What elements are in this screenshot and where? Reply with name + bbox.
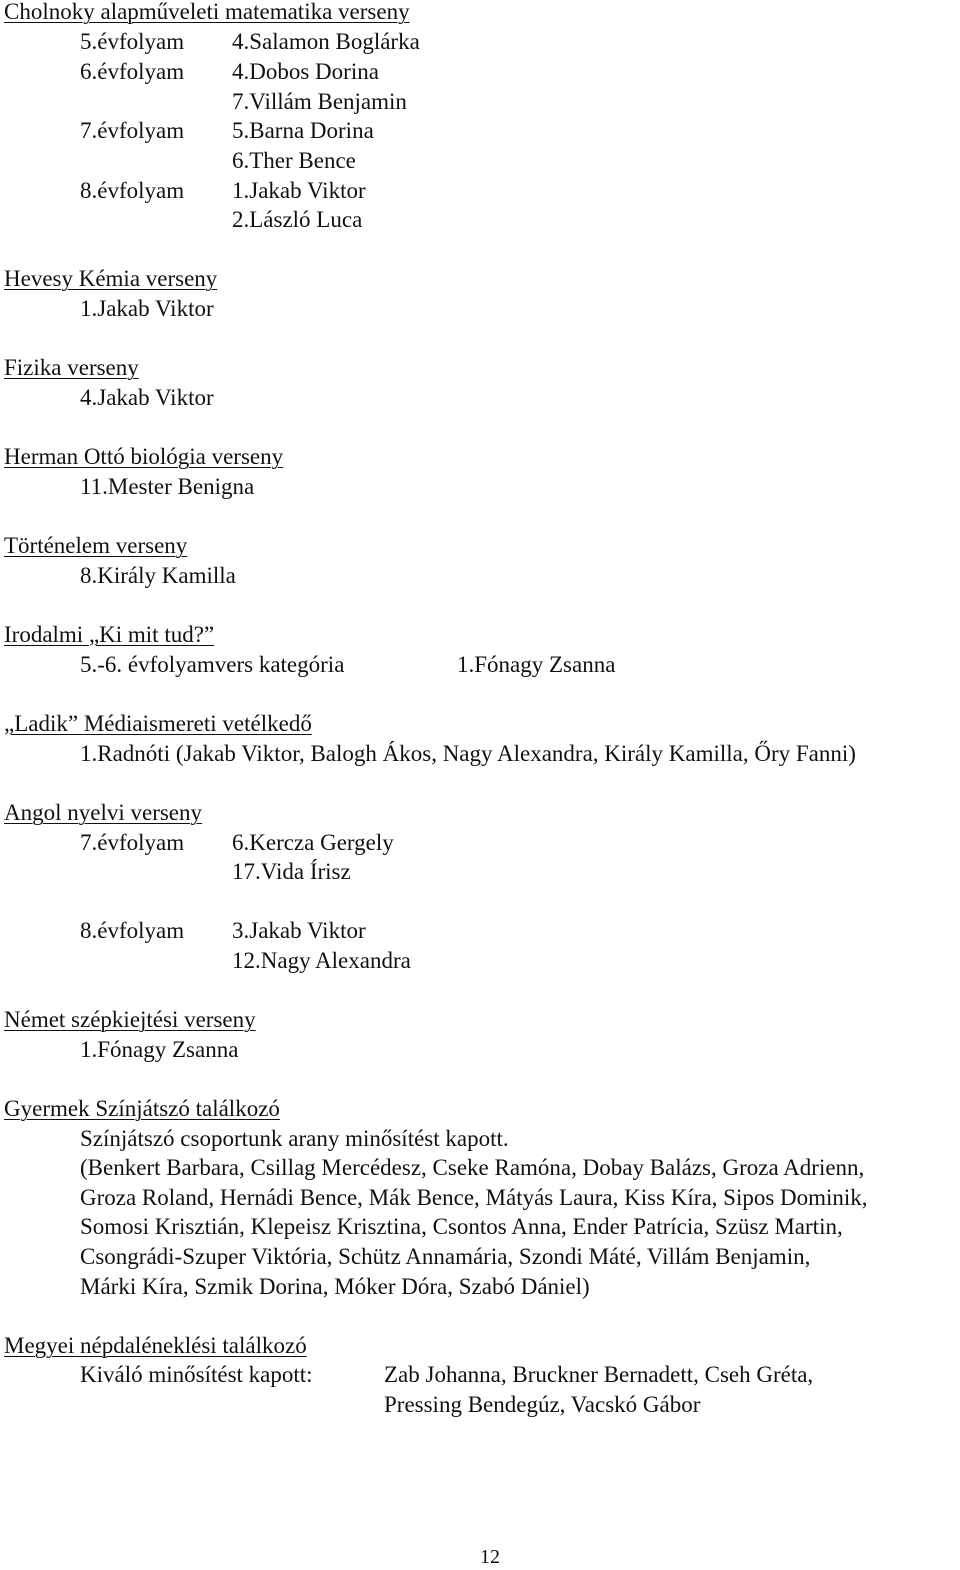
result-entry: 1.Jakab Viktor <box>232 178 366 203</box>
body-text: Pressing Bendegúz, Vacskó Gábor <box>384 1392 701 1417</box>
result-entry: 7.Villám Benjamin <box>232 89 407 114</box>
page-number: 12 <box>480 1546 500 1568</box>
grade-label: 5.évfolyam <box>80 29 185 54</box>
section-title-math: Cholnoky alapműveleti matematika verseny <box>4 0 410 24</box>
body-text: Színjátszó csoportunk arany minősítést kapott. <box>80 1126 509 1151</box>
section-title-literature: Irodalmi „Ki mit tud?” <box>4 622 215 647</box>
grade-label: 8.évfolyam <box>80 918 185 943</box>
result-entry: 2.László Luca <box>232 207 363 232</box>
section-title-physics: Fizika verseny <box>4 355 139 380</box>
result-entry: 6.Ther Bence <box>232 148 356 173</box>
result-entry: 12.Nagy Alexandra <box>232 948 411 973</box>
result-entry: 17.Vida Írisz <box>232 859 351 884</box>
section-title-chemistry: Hevesy Kémia verseny <box>4 266 218 291</box>
section-title-biology: Herman Ottó biológia verseny <box>4 444 284 469</box>
result-entry: 11.Mester Benigna <box>80 474 255 499</box>
section-title-german: Német szépkiejtési verseny <box>4 1007 256 1032</box>
award-label: Kiváló minősítést kapott: <box>80 1362 313 1387</box>
body-text: Márki Kíra, Szmik Dorina, Móker Dóra, Szabó Dániel) <box>80 1274 590 1299</box>
grade-label: 7.évfolyam <box>80 118 185 143</box>
result-entry: 4.Jakab Viktor <box>80 385 214 410</box>
category-label: 5.-6. évfolyamvers kategória <box>80 652 345 677</box>
section-title-folk: Megyei népdaléneklési találkozó <box>4 1333 307 1358</box>
body-text: Somosi Krisztián, Klepeisz Krisztina, Csontos Anna, Ender Patrícia, Szüsz Martin, <box>80 1214 843 1239</box>
section-title-english: Angol nyelvi verseny <box>4 800 203 825</box>
result-entry: 1.Fónagy Zsanna <box>80 1037 239 1062</box>
result-entry: 1.Fónagy Zsanna <box>457 652 616 677</box>
grade-label: 8.évfolyam <box>80 178 185 203</box>
section-title-theatre: Gyermek Színjátszó találkozó <box>4 1096 280 1121</box>
result-entry: 5.Barna Dorina <box>232 118 374 143</box>
body-text: Csongrádi-Szuper Viktória, Schütz Annamária, Szondi Máté, Villám Benjamin, <box>80 1244 811 1269</box>
body-text: Groza Roland, Hernádi Bence, Mák Bence, Mátyás Laura, Kiss Kíra, Sipos Dominik, <box>80 1185 868 1210</box>
grade-label: 7.évfolyam <box>80 830 185 855</box>
result-entry: 4.Salamon Boglárka <box>232 29 420 54</box>
section-title-history: Történelem verseny <box>4 533 188 558</box>
result-entry: 6.Kercza Gergely <box>232 830 394 855</box>
result-entry: 4.Dobos Dorina <box>232 59 379 84</box>
result-entry: 3.Jakab Viktor <box>232 918 366 943</box>
body-text: (Benkert Barbara, Csillag Mercédesz, Cseke Ramóna, Dobay Balázs, Groza Adrienn, <box>80 1155 865 1180</box>
result-entry: 1.Jakab Viktor <box>80 296 214 321</box>
result-entry: 1.Radnóti (Jakab Viktor, Balogh Ákos, Nagy Alexandra, Király Kamilla, Őry Fanni) <box>80 741 856 766</box>
result-entry: 8.Király Kamilla <box>80 563 236 588</box>
body-text: Zab Johanna, Bruckner Bernadett, Cseh Gréta, <box>384 1362 814 1387</box>
grade-label: 6.évfolyam <box>80 59 185 84</box>
section-title-media: „Ladik” Médiaismereti vetélkedő <box>4 711 312 736</box>
